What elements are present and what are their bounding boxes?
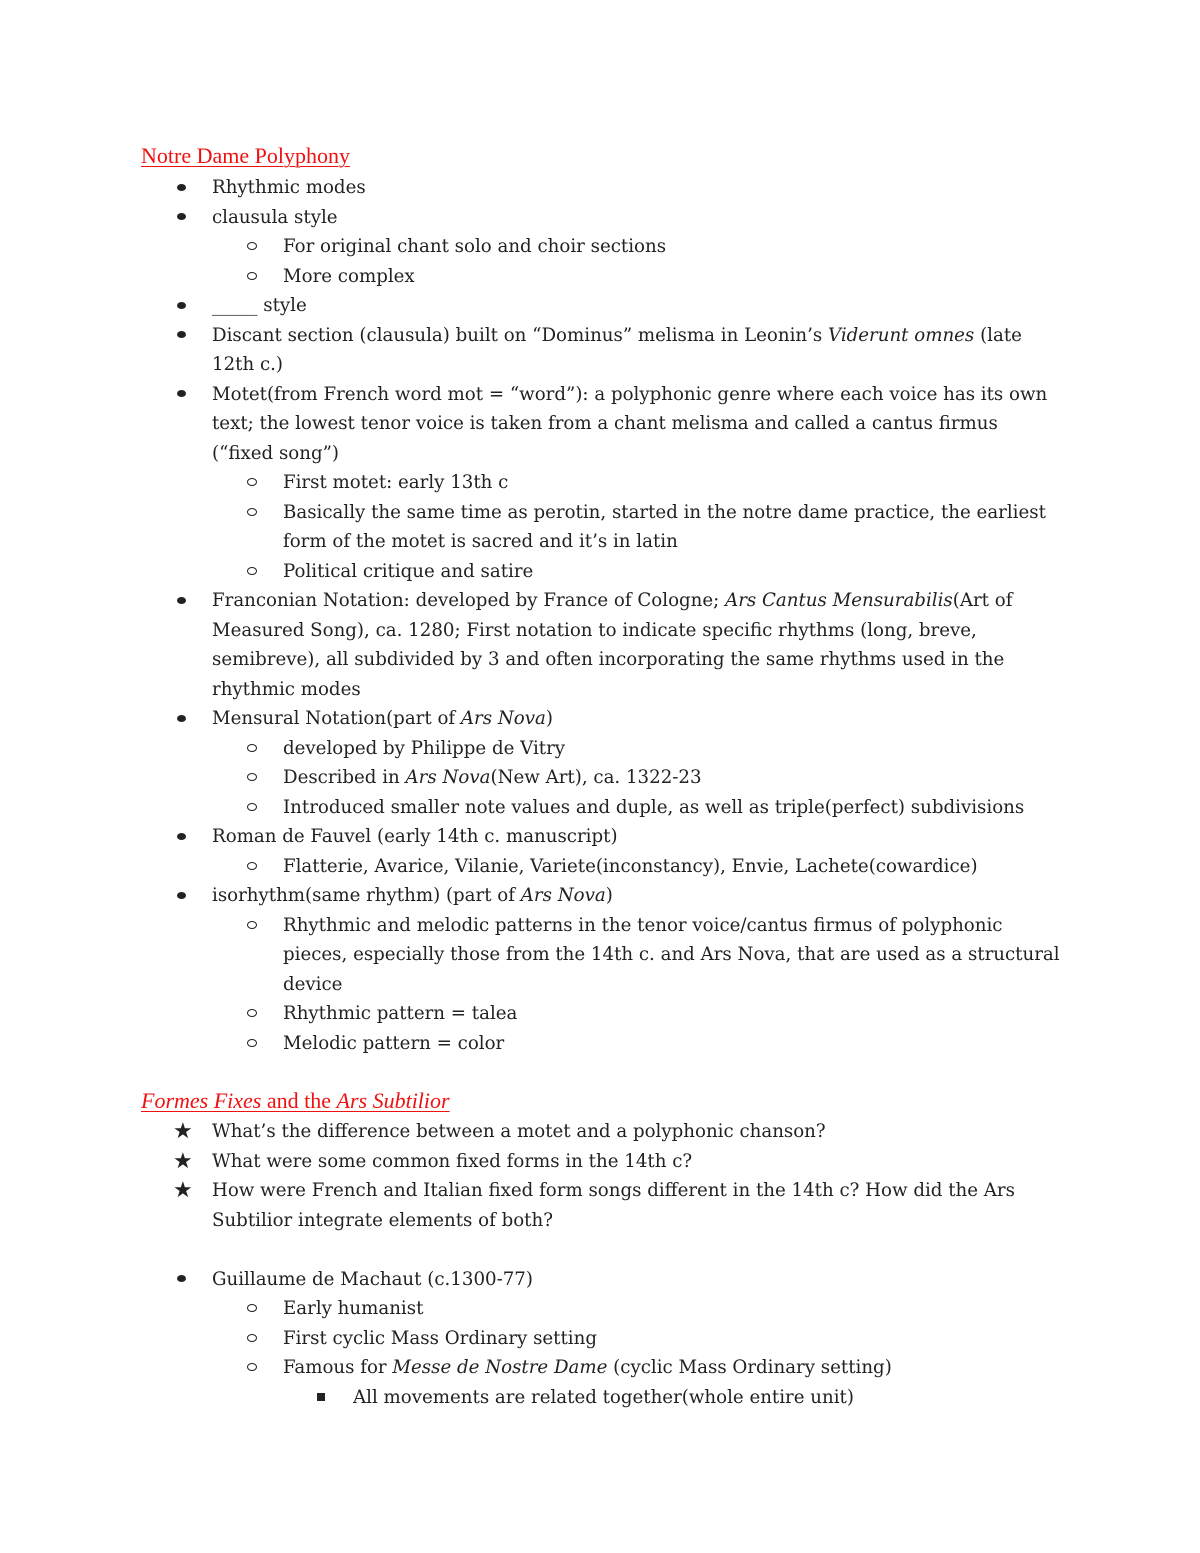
- sub-list-item: [0, 793, 1200, 823]
- sub-list-item: [0, 763, 1200, 793]
- sub-list-item: [0, 498, 1200, 557]
- heading-italic: Ars Subtilior: [336, 1088, 450, 1113]
- bullet-icon: [173, 291, 189, 321]
- sub-list-item: [0, 1029, 1200, 1059]
- sub-list-item: [0, 262, 1200, 292]
- item-text: First motet: early 13th c: [283, 472, 509, 493]
- star-icon: ★: [173, 1178, 193, 1203]
- square-bullet-icon: [313, 1383, 329, 1413]
- item-text: More complex: [283, 265, 415, 287]
- formes-fixes-list: [0, 1117, 1200, 1412]
- hollow-bullet-icon: [244, 852, 260, 882]
- text-run: Famous for: [283, 1357, 393, 1378]
- hollow-bullet-icon: [244, 999, 260, 1029]
- sub-list-item: [0, 1294, 1200, 1324]
- item-text: Early humanist: [283, 1298, 424, 1319]
- item-text: Rhythmic and melodic patterns in the tenor voice/cantus firmus of polyphonic pieces, especially those from the 14th c. and Ars Nova, that are used as a structural device: [283, 914, 1060, 995]
- text-run: Discant section (clausula) built on “Dominus” melisma in Leonin’s: [212, 324, 829, 346]
- sub-list-item: [0, 1353, 1200, 1383]
- hollow-bullet-icon: [244, 763, 260, 793]
- item-text: Guillaume de Machaut (c.1300-77): [212, 1268, 533, 1290]
- text-run: isorhythm(same rhythm) (part of: [212, 885, 521, 906]
- item-text: First cyclic Mass Ordinary setting: [283, 1327, 597, 1349]
- item-text: Melodic pattern = color: [283, 1032, 505, 1054]
- item-text: Political critique and satire: [283, 560, 534, 582]
- item-text: developed by Philippe de Vitry: [283, 737, 566, 759]
- hollow-bullet-icon: [244, 793, 260, 823]
- question-item: [0, 1117, 1200, 1147]
- item-text: [283, 763, 1063, 793]
- list-item: [0, 822, 1200, 852]
- item-text: Roman de Fauvel (early 14th c. manuscript): [212, 826, 618, 847]
- bullet-icon: [173, 321, 189, 351]
- hollow-bullet-icon: [244, 468, 260, 498]
- bullet-icon: [173, 173, 189, 203]
- bullet-icon: [173, 380, 189, 410]
- list-item: [0, 586, 1200, 704]
- item-text: What’s the difference between a motet and a polyphonic chanson?: [212, 1121, 826, 1142]
- text-run: (late 12th c.): [212, 324, 1022, 375]
- text-run: Mensural Notation(part of: [212, 708, 461, 729]
- question-item: [0, 1176, 1200, 1235]
- sub-list-item: [0, 1324, 1200, 1354]
- item-text: All movements are related together(whole entire unit): [353, 1386, 854, 1408]
- sub-list-item: [0, 468, 1200, 498]
- sub-list-item: [0, 852, 1200, 882]
- bullet-icon: [173, 203, 189, 233]
- list-item: [0, 291, 1200, 321]
- text-run: (New Art), ca. 1322-23: [490, 767, 702, 788]
- sub-list-item: [0, 999, 1200, 1029]
- hollow-bullet-icon: [244, 262, 260, 292]
- text-run: ): [545, 708, 553, 729]
- hollow-bullet-icon: [244, 911, 260, 941]
- hollow-bullet-icon: [244, 1324, 260, 1354]
- hollow-bullet-icon: [244, 232, 260, 262]
- item-text: Flatterie, Avarice, Vilanie, Variete(inconstancy), Envie, Lachete(cowardice): [283, 855, 978, 877]
- item-text: What were some common fixed forms in the 14th c?: [212, 1150, 693, 1172]
- item-text: Rhythmic modes: [212, 177, 366, 198]
- sub-list-item: [0, 557, 1200, 587]
- item-text: clausula style: [212, 206, 338, 228]
- section-heading-notre-dame: [141, 142, 350, 170]
- hollow-bullet-icon: [244, 734, 260, 764]
- item-text: For original chant solo and choir sections: [283, 236, 667, 257]
- sub-list-item: [0, 911, 1200, 1000]
- heading-text: Notre Dame Polyphony: [141, 143, 350, 168]
- star-icon: ★: [173, 1148, 193, 1174]
- item-text: [283, 1353, 1063, 1383]
- list-item: [0, 321, 1200, 380]
- bullet-icon: [173, 822, 189, 852]
- text-run: Described in: [283, 767, 406, 788]
- text-run: Franconian Notation: developed by France of Cologne;: [212, 590, 726, 611]
- italic-title: Messe de Nostre Dame: [392, 1357, 608, 1378]
- item-text: Basically the same time as perotin, started in the notre dame practice, the earliest form of the motet is sacred and it’s in latin: [283, 501, 1046, 552]
- text-run: (Art of Measured Song), ca. 1280; First notation to indicate specific rhythms (long, breve, semibreve), all subdivided by 3 and often incorporating the same rhythms used in the rhythmic modes: [212, 590, 1013, 700]
- sub-list-item: [0, 734, 1200, 764]
- sub-list-item: [0, 232, 1200, 262]
- italic-title: Ars Nova: [460, 708, 546, 729]
- notre-dame-list: [0, 173, 1200, 1058]
- question-item: [0, 1147, 1200, 1177]
- star-icon: ★: [173, 1119, 193, 1144]
- item-text: [212, 881, 1062, 911]
- hollow-bullet-icon: [244, 557, 260, 587]
- item-text: _____ style: [212, 295, 307, 316]
- italic-title: Ars Nova: [520, 885, 606, 906]
- bullet-icon: [173, 881, 189, 911]
- hollow-bullet-icon: [244, 498, 260, 528]
- text-run: ): [605, 885, 613, 906]
- item-text: Motet(from French word mot = “word”): a polyphonic genre where each voice has its own text; the lowest tenor voice is taken from a chant melisma and called a cantus firmus (“fixed song”): [212, 383, 1048, 464]
- sub-sub-list-item: [0, 1383, 1200, 1413]
- bullet-icon: [173, 1265, 189, 1295]
- list-item: [0, 1265, 1200, 1295]
- bullet-icon: [173, 586, 189, 616]
- heading-italic: Formes Fixes: [141, 1088, 262, 1113]
- item-text: Introduced smaller note values and duple, as well as triple(perfect) subdivisions: [283, 796, 1025, 818]
- item-text: [212, 586, 1062, 704]
- list-item: [0, 380, 1200, 469]
- italic-title: Ars Cantus Mensurabilis: [725, 590, 953, 611]
- item-text: How were French and Italian fixed form songs different in the 14th c? How did the Ars Subtilior integrate elements of both?: [212, 1180, 1015, 1231]
- list-item: [0, 881, 1200, 911]
- italic-title: Viderunt omnes: [828, 324, 975, 346]
- text-run: (cyclic Mass Ordinary setting): [607, 1357, 892, 1378]
- hollow-bullet-icon: [244, 1294, 260, 1324]
- hollow-bullet-icon: [244, 1353, 260, 1383]
- spacer: [0, 1235, 1200, 1265]
- list-item: [0, 173, 1200, 203]
- bullet-icon: [173, 704, 189, 734]
- section-heading-formes-fixes: [141, 1087, 450, 1115]
- list-item: [0, 704, 1200, 734]
- list-item: [0, 203, 1200, 233]
- heading-text: and the: [261, 1088, 337, 1113]
- item-text: Rhythmic pattern = talea: [283, 1003, 518, 1024]
- item-text: [212, 321, 1062, 380]
- item-text: [212, 704, 1062, 734]
- italic-title: Ars Nova: [405, 767, 491, 788]
- hollow-bullet-icon: [244, 1029, 260, 1059]
